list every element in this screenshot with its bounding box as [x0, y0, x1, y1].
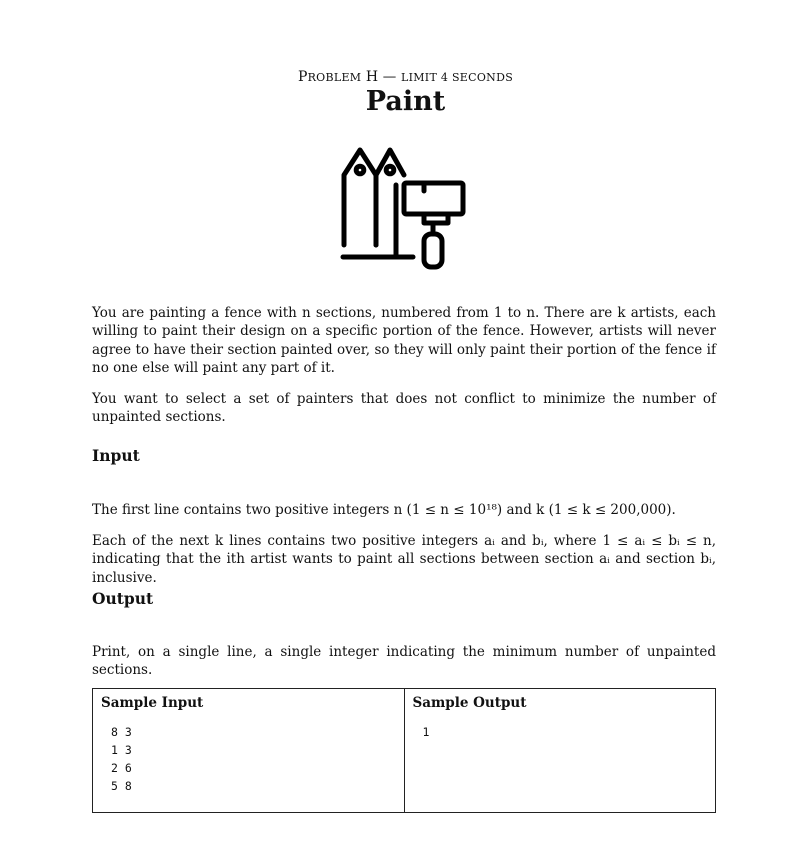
- sample-input-line: 5 8: [111, 779, 132, 793]
- time-limit: LIMIT 4 SECONDS: [400, 71, 514, 84]
- sample-input-heading: Sample Input: [101, 695, 204, 711]
- input-heading: Input: [92, 446, 140, 465]
- output-heading: Output: [92, 589, 154, 608]
- sample-output-column: [404, 689, 716, 812]
- sample-output-heading: Sample Output: [412, 695, 527, 711]
- sample-table: [92, 688, 716, 813]
- label-separator: —: [382, 69, 397, 85]
- page-title: Paint: [365, 86, 446, 117]
- sample-input-body: [111, 723, 132, 795]
- statement-paragraph-1: [92, 304, 716, 378]
- sample-input-line: 2 6: [111, 761, 132, 775]
- statement-p1-text: You are painting a fence with n sections, numbered from 1 to n. There are k artists, each willing to paint their design on a specific portion of the fence. However, artists will never agree to have their section painted over, so they will only paint their portion of the fence if no one else will paint any part of it.: [92, 304, 716, 376]
- input-p2-text: Each of the next k lines contains two positive integers aᵢ and bᵢ, where 1 ≤ aᵢ ≤ bᵢ ≤ n, indicating that the ith artist wants to paint all sections between section aᵢ and section bᵢ, inclusive.: [92, 532, 716, 586]
- statement-paragraph-2: [92, 390, 716, 427]
- output-p1-text: Print, on a single line, a single integer indicating the minimum number of unpainted sections.: [92, 643, 716, 678]
- output-paragraph: [92, 643, 716, 680]
- fence-paint-roller-icon: [338, 143, 468, 271]
- problem-label-rest: ROBLEM: [307, 71, 362, 84]
- sample-output-body: [423, 723, 430, 741]
- sample-output-line: 1: [422, 725, 430, 739]
- problem-label: [0, 69, 811, 85]
- input-paragraph-2: [92, 532, 716, 588]
- sample-input-column: [93, 689, 404, 812]
- input-p1-text: The first line contains two positive integers n (1 ≤ n ≤ 10¹⁸) and k (1 ≤ k ≤ 200,000).: [92, 501, 676, 518]
- problem-letter: H: [365, 69, 379, 85]
- sample-input-line: 8 3: [111, 725, 132, 739]
- sample-input-line: 1 3: [111, 743, 132, 757]
- problem-label-initial: P: [297, 69, 308, 85]
- statement-p2-text: You want to select a set of painters that does not conflict to minimize the number of unpainted sections.: [92, 390, 716, 425]
- input-paragraph-1: [92, 501, 716, 520]
